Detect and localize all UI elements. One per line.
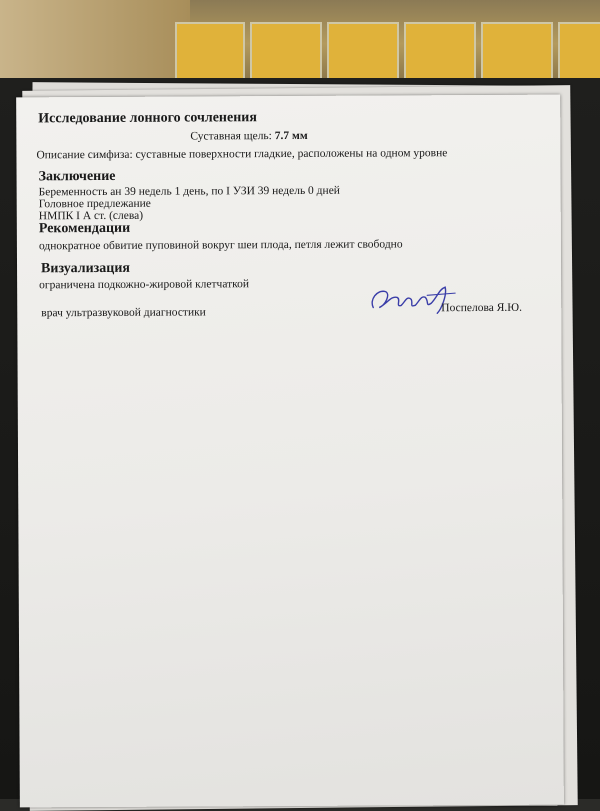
visualization-text: ограничена подкожно-жировой клетчаткой	[39, 278, 250, 292]
conclusion-heading: Заключение	[38, 168, 116, 185]
wall-tile	[404, 22, 476, 80]
recommendations-heading: Рекомендации	[38, 220, 131, 237]
visualization-heading: Визуализация	[41, 260, 131, 277]
conclusion-line: Беременность ан 39 недель 1 день, по I УЗИ 39 недель 0 дней	[38, 184, 340, 199]
wall-tile	[558, 22, 600, 80]
section-title: Исследование лонного сочленения	[38, 110, 257, 127]
joint-gap-line	[190, 130, 307, 144]
wall-tile	[481, 22, 553, 80]
wall-tile	[250, 22, 322, 80]
symphysis-description: Описание симфиза: суставные поверхности гладкие, расположены на одном уровне	[36, 147, 448, 162]
doctor-role: врач ультразвуковой диагностики	[41, 306, 206, 320]
joint-gap-value: 7.7 мм	[274, 129, 308, 143]
ultrasound-report-page	[16, 95, 564, 808]
recommendations-text: однократное обвитие пуповиной вокруг шеи плода, петля лежит свободно	[38, 238, 403, 253]
conclusion-line: НМПК I А ст. (слева)	[38, 209, 144, 223]
wall-tile	[175, 22, 245, 80]
conclusion-line: Головное предлежание	[38, 197, 151, 211]
doctor-name: Поспелова Я.Ю.	[441, 301, 522, 315]
wall-tile	[327, 22, 399, 80]
joint-gap-label: Суставная щель:	[190, 130, 272, 143]
